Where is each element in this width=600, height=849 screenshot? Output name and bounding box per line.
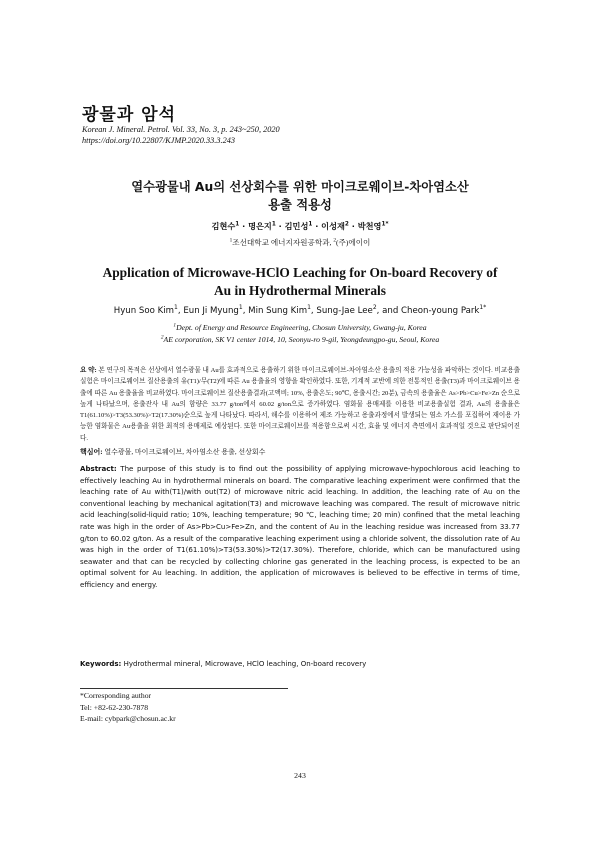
- english-title-line-2: Au in Hydrothermal Minerals: [214, 283, 386, 298]
- journal-citation: [82, 124, 502, 146]
- english-affiliation-1: Dept. of Energy and Resource Engineering, Chosun University, Gwang-ju, Korea: [176, 323, 427, 332]
- korean-affiliations: [70, 237, 530, 248]
- english-affiliation-2: AE corporation, SK V1 center 1014, 10, Seonyu-ro 9-gil, Yeongdeungpo-gu, Seoul, Korea: [163, 334, 440, 344]
- author-name: Min Sung Kim: [248, 306, 308, 316]
- english-abstract-label: Abstract:: [80, 464, 117, 473]
- footnote-divider: [80, 688, 288, 689]
- page-number: 243: [294, 771, 306, 780]
- author-affiliation-mark: 1: [238, 304, 243, 312]
- english-author-list: [70, 306, 530, 316]
- english-title: [70, 264, 530, 300]
- english-keywords: [80, 660, 520, 668]
- affiliation-mark: 2: [333, 237, 336, 244]
- affiliation-mark: 2: [160, 333, 164, 340]
- author-separator: ,: [242, 306, 249, 316]
- doi-link[interactable]: https://doi.org/10.22807/KJMP.2020.33.3.243: [82, 136, 236, 145]
- english-affiliations: [70, 322, 530, 345]
- korean-abstract: [80, 365, 520, 444]
- author-affiliation-mark: 2: [344, 221, 349, 228]
- korean-keywords: [80, 447, 520, 457]
- korean-abstract-text: 본 연구의 목적은 선상에서 열수광물 내 Au를 효과적으로 용출하기 위한 마이크로웨이브-차아염소산 용출의 적용 가능성을 파악하는 것이다. 비교용출실험은 마이크로웨이브 질산용출의 유(T1)/무(T2)에 따른 Au 용출율의 영향을 확인하였다. 또한, 기계적 교반에 의한 전통적인 용출(T3)과 마이크로웨이브 용출에 따른 Au 용출율을 비교하였다. 마이크로웨이브 질산용출결과(고액비; 10%, 용출온도; 90℃, 용출시간; 20분), 금속의 용출율은 As>Pb>Cu>Fe>Zn 순으로 높게 나타났으며, 용출잔사 내 Au의 함량은 33.77 g/ton에서 60.02 g/ton으로 증가하였다. 염화물 용매제를 이용한 비교용출실험 결과, Au의 용출율은 T1(61.10%)>T3(53.30%)>T2(17.30%)순으로 높게 나타났다. 따라서, 해수를 이용하여 제조 가능하고 용출과정에서 발생되는 염소 가스를 포집하여 재이용 가능한 염화물은 Au용출을 위한 최적의 용매제로 예상된다. 또한 마이크로웨이브를 적용함으로써 시간, 효율 및 에너지 측면에서 효과적일 것으로 판단되어진다.: [80, 367, 520, 442]
- korean-title-line-1: 열수광물내 Au의 선상회수를 위한 마이크로웨이브-차아염소산: [131, 180, 469, 194]
- affiliation-mark: 1: [229, 237, 233, 244]
- author-affiliation-mark: 1*: [381, 221, 389, 228]
- author-name: 김현수: [211, 221, 236, 231]
- english-abstract: [80, 463, 520, 591]
- korean-keywords-text: 열수광물, 마이크로웨이브, 차아염소산 용출, 선상회수: [104, 448, 266, 456]
- korean-affiliation-2: (주)에이이: [335, 238, 371, 247]
- author-name: Hyun Soo Kim: [113, 306, 175, 316]
- telephone-number: Tel: +82-62-230-7878: [80, 702, 149, 712]
- korean-author-list: [70, 221, 530, 232]
- author-separator: ·: [275, 221, 285, 231]
- author-name: Cheon-young Park: [401, 306, 480, 316]
- author-separator: ·: [239, 221, 249, 231]
- affiliation-mark: 1: [173, 322, 177, 329]
- author-affiliation-mark: 1: [271, 221, 276, 228]
- author-affiliation-mark: 1: [308, 221, 313, 228]
- korean-keywords-label: 핵심어:: [80, 448, 103, 456]
- journal-name: 광물과 암석: [82, 105, 177, 125]
- korean-abstract-label: 요 약:: [80, 367, 97, 374]
- author-affiliation-mark: 1*: [479, 304, 487, 312]
- email-address[interactable]: E-mail: cybpark@chosun.ac.kr: [80, 714, 176, 723]
- citation-line: Korean J. Mineral. Petrol. Vol. 33, No. 3, p. 243~250, 2020: [82, 125, 280, 134]
- author-separator: ·: [348, 221, 358, 231]
- author-name: 명은지: [248, 221, 272, 231]
- author-name: 김민성: [284, 221, 309, 231]
- korean-title: [70, 178, 530, 214]
- english-title-line-1: Application of Microwave-HClO Leaching for On-board Recovery of: [102, 265, 498, 280]
- author-separator: ,: [177, 306, 184, 316]
- english-keywords-text: Hydrothermal mineral, Microwave, HClO leaching, On-board recovery: [123, 660, 367, 668]
- english-keywords-label: Keywords:: [80, 660, 122, 668]
- corresponding-author-label: *Corresponding author: [80, 691, 152, 700]
- author-separator: ,: [310, 306, 317, 316]
- corresponding-author-footnote: [80, 690, 176, 725]
- author-affiliation-mark: 2: [372, 304, 377, 312]
- english-abstract-text: The purpose of this study is to find out the possibility of applying microwave-hypochlorous acid leaching to effectively leaching Au in hydrothermal minerals on board. The comparative leaching experiment were confirmed that the leaching rate of Au with(T1)/with out(T2) of microwave nitric acid leaching. In addition, the leaching rate of Au on the conventional leaching by mechanical agitation(T3) and microwave leaching was compared. The result of microwave nitric acid leaching(solid-liquid ratio; 10%, leaching temperature; 90 ℃, leaching time; 20 min) confined that the metal leaching rate was high in the order of As>Pb>Cu>Fe>Zn, and the content of Au in the leaching residue was increased from 33.77 g/ton to 60.02 g/ton. As a result of the comparative leaching experiment using a chloride solvent, the dissolution rate of Au was high in the order of T1(61.10%)>T3(53.30%)>T2(17.30%). Therefore, chloride, which can be manufactured using seawater and that can be recycled by collecting chlorine gas generated in the leaching process, is expected to be an optimal solvent for Au leaching. In addition, the application of microwaves is believed to be effective in terms of time, efficiency and energy.: [80, 464, 520, 589]
- author-affiliation-mark: 1: [307, 304, 311, 312]
- author-separator: ·: [312, 221, 322, 231]
- english-affiliation-1-row: [70, 322, 530, 334]
- author-affiliation-mark: 1: [235, 221, 240, 228]
- author-name: Sung-Jae Lee: [316, 306, 373, 316]
- author-separator: , and: [376, 306, 402, 316]
- author-affiliation-mark: 1: [174, 304, 178, 312]
- author-name: 이성재: [321, 221, 345, 231]
- korean-title-line-2: 용출 적용성: [268, 198, 332, 212]
- english-affiliation-2-row: [70, 334, 530, 346]
- korean-affiliation-1: 조선대학교 에너지자원공학과,: [232, 238, 334, 247]
- author-name: 박천영: [357, 221, 382, 231]
- author-name: Eun Ji Myung: [183, 306, 239, 316]
